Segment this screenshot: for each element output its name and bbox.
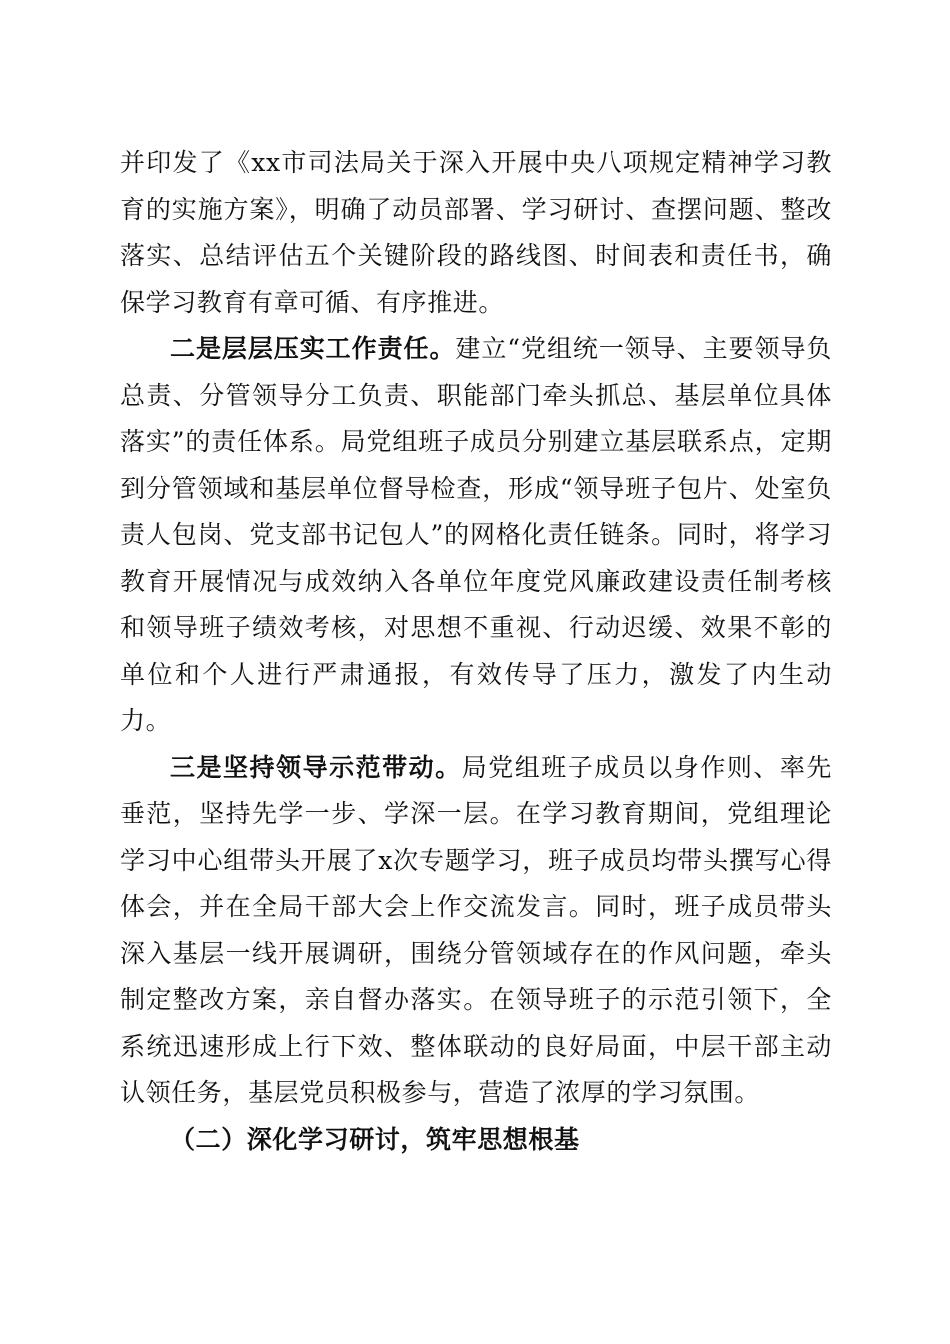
paragraph-1-text: 并印发了《xx市司法局关于深入开展中央八项规定精神学习教育的实施方案》，明确了动员部署、学习研讨、查摆问题、整改落实、总结评估五个关键阶段的路线图、时间表和责任书，确保学习教育有章可循、有序推进。 — [120, 148, 832, 317]
paragraph-leadership-example — [120, 745, 832, 1117]
paragraph-2-text: 建立“党组统一领导、主要领导负总责、分管领导分工负责、职能部门牵头抓总、基层单位具体落实”的责任体系。局党组班子成员分别建立基层联系点，定期到分管领域和基层单位督导检查，形成“领导班子包片、处室负责人包岗、党支部书记包人”的网格化责任链条。同时，将学习教育开展情况与成效纳入各单位年度党风廉政建设责任制考核和领导班子绩效考核，对思想不重视、行动迟缓、效果不彰的单位和个人进行严肃通报，有效传导了压力，激发了内生动力。 — [120, 334, 832, 735]
paragraph-3-text: 局党组班子成员以身作则、率先垂范，坚持先学一步、学深一层。在学习教育期间，党组理论学习中心组带头开展了x次专题学习，班子成员均带头撰写心得体会，并在全局干部大会上作交流发言。同时，班子成员带头深入基层一线开展调研，围绕分管领域存在的作风问题，牵头制定整改方案，亲自督办落实。在领导班子的示范引领下，全系统迅速形成上行下效、整体联动的良好局面，中层干部主动认领任务，基层党员积极参与，营造了浓厚的学习氛围。 — [120, 752, 832, 1107]
paragraph-3-lead: 三是坚持领导示范带动。 — [170, 752, 462, 782]
document-body — [120, 140, 832, 1163]
paragraph-2-lead: 二是层层压实工作责任。 — [170, 334, 456, 363]
paragraph-responsibility — [120, 326, 832, 745]
section-heading: （二）深化学习研讨，筑牢思想根基 — [170, 1124, 580, 1154]
paragraph-continuation — [120, 140, 832, 326]
